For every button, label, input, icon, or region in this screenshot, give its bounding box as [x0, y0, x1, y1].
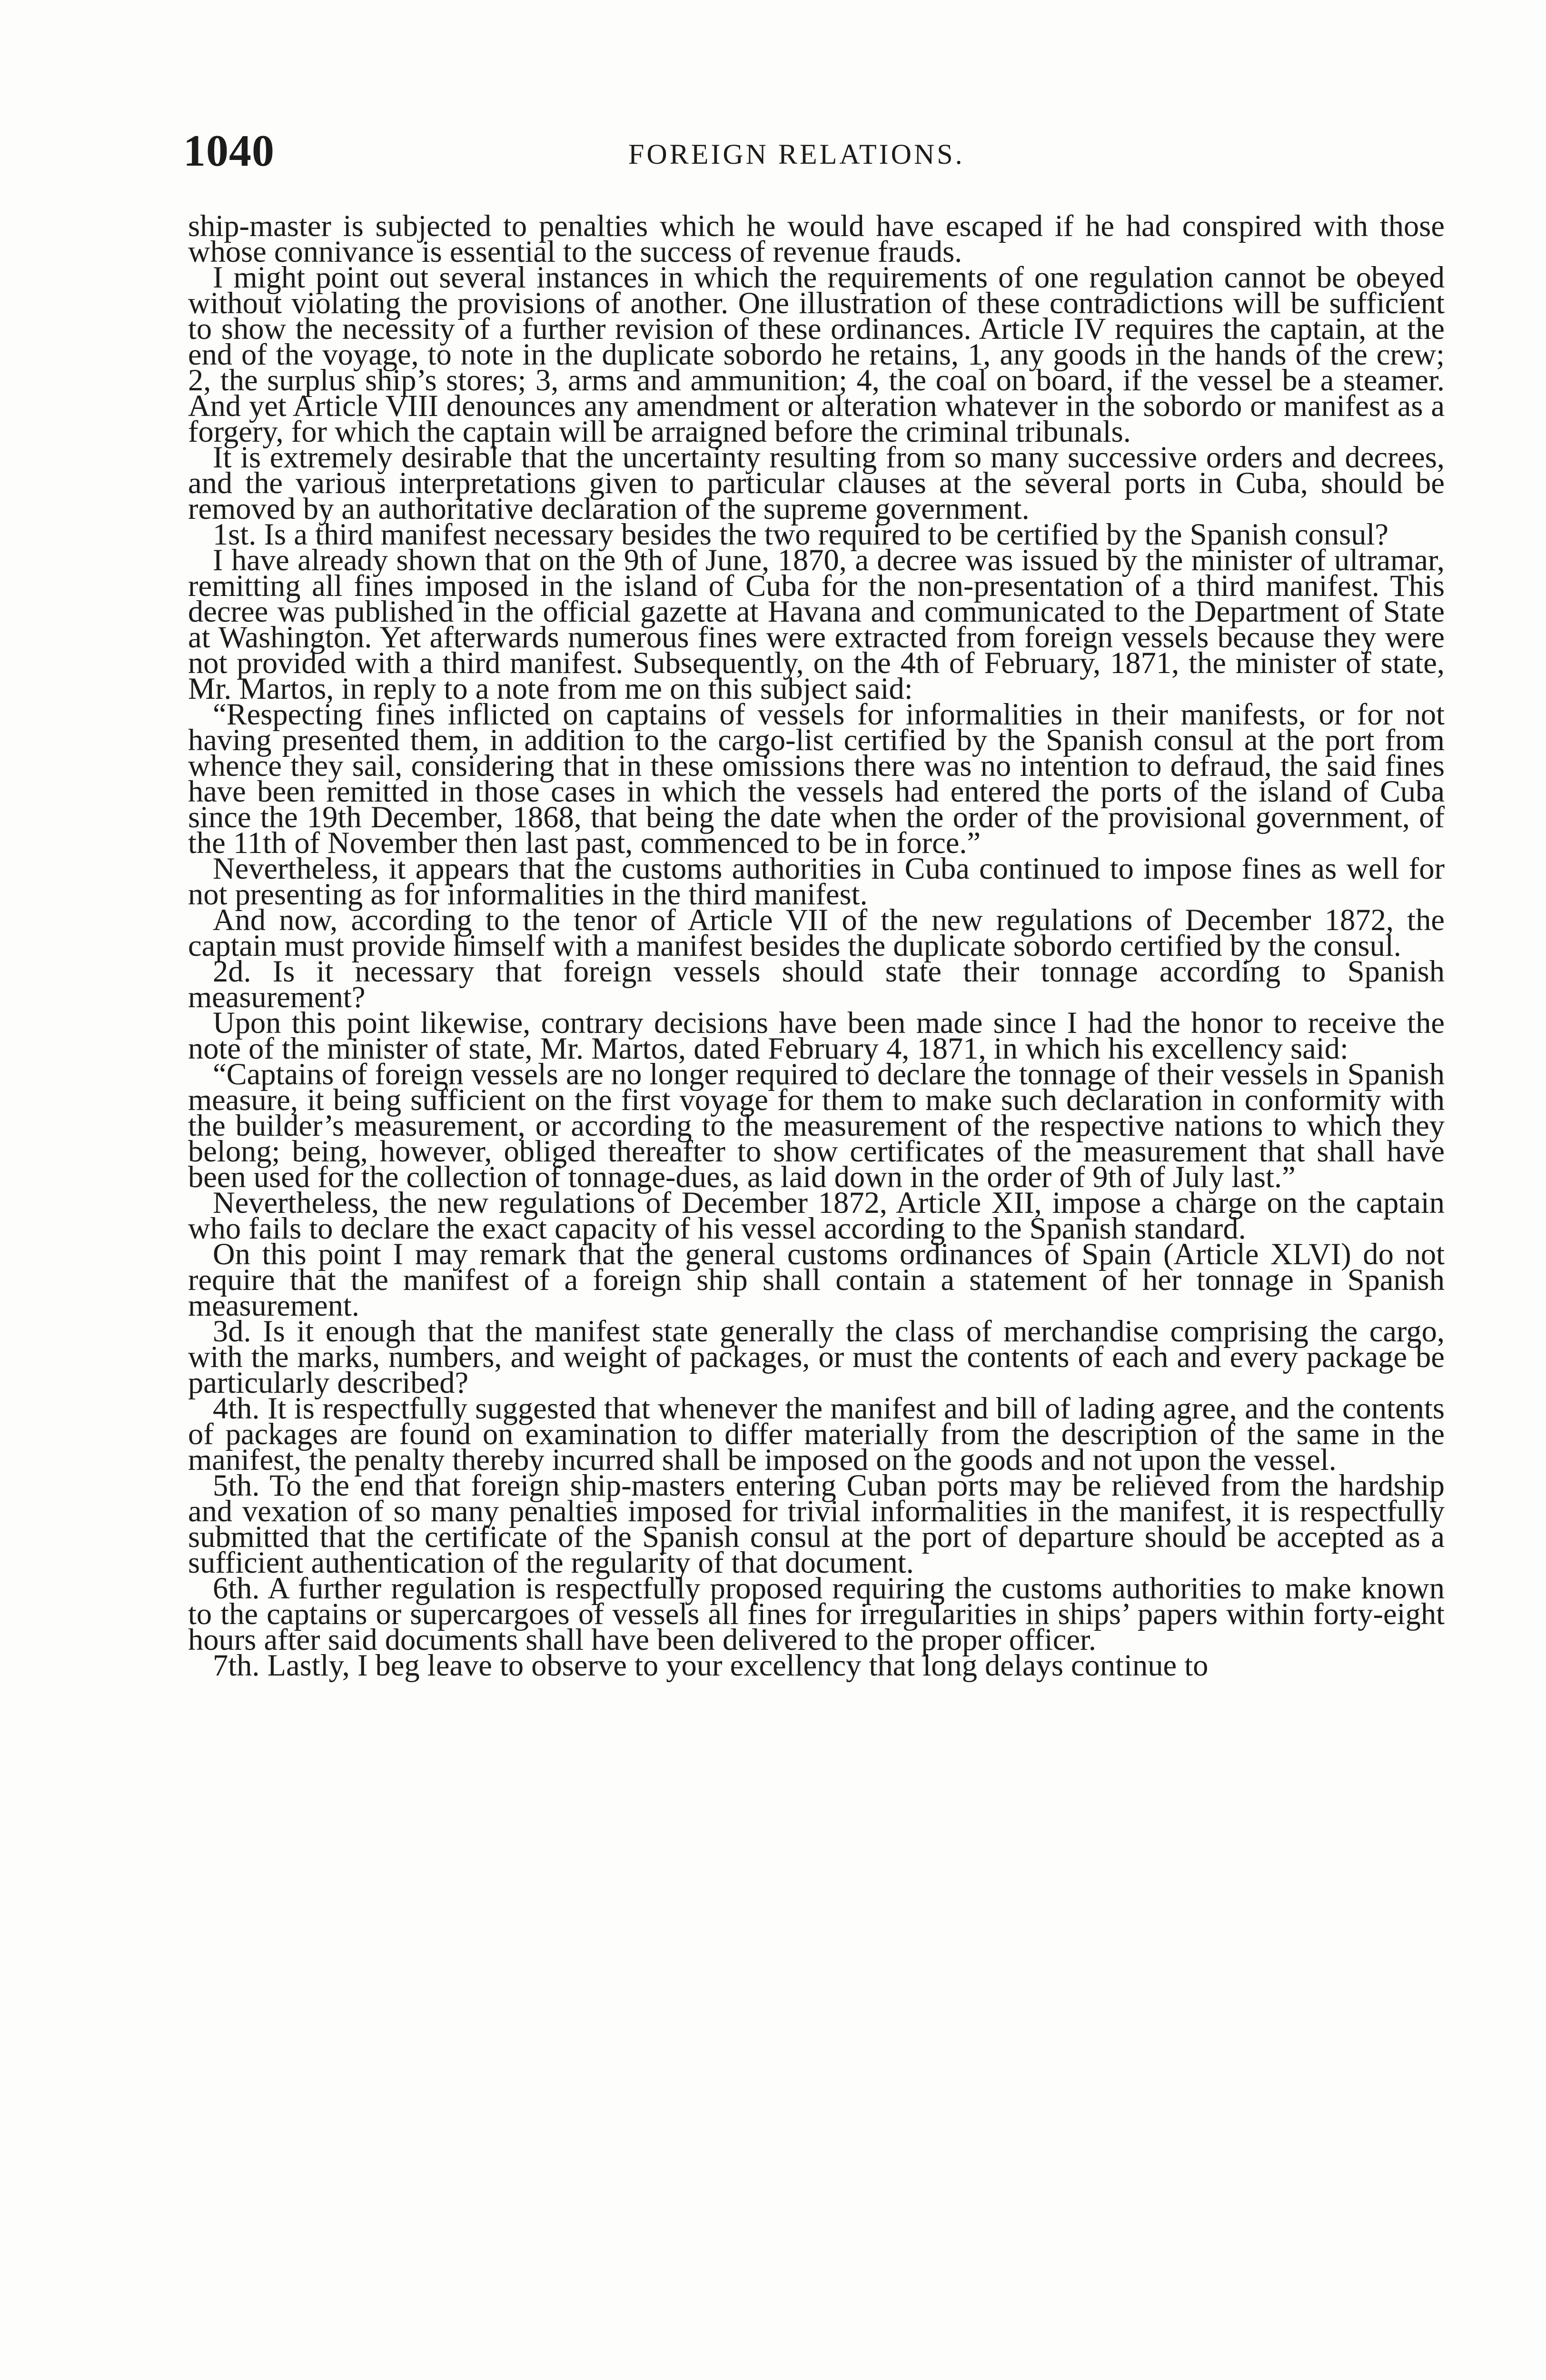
paragraph: 5th. To the end that foreign ship-masters entering Cuban ports may be relieved from the hardship and vexation of so many penalties imposed for trivial informalities in the manifest, it is respectfully submitted that the certificate of the Spanish consul at the port of departure should be accepted as a sufficient authentication of the regularity of that document.	[188, 1468, 1445, 1579]
page-number: 1040	[183, 126, 275, 176]
quotation: “Respecting fines inflicted on captains of vessels for informalities in their manifests, or for not having presented them, in addition to the cargo-list certified by the Spanish consul at the port from whence they sail, considering that in these omissions there was no intention to defraud, the said fines have been remitted in those cases in which the vessels had entered the ports of the island of Cuba since the 19th December, 1868, that being the date when the order of the provisional government, of the 11th of November then last past, commenced to be in force.”	[188, 697, 1445, 860]
paragraph: 1st. Is a third manifest necessary besides the two required to be certified by the Spanish consul?	[213, 517, 1389, 551]
paragraph: And now, according to the tenor of Article VII of the new regulations of December 1872, the captain must provide himself with a manifest besides the duplicate sobordo certified by the consul.	[188, 903, 1445, 962]
paragraph: I might point out several instances in which the requirements of one regulation cannot be obeyed without violating the provisions of another. One illustration of these contradictions will be sufficient to show the necessity of a further revision of these ordinances. Article IV requires the captain, at the end of the voyage, to note in the duplicate sobordo he retains, 1, any goods in the hands of the crew; 2, the surplus ship’s stores; 3, arms and ammunition; 4, the coal on board, if the vessel be a steamer. And yet Article VIII denounces any amendment or alteration whatever in the sobordo or manifest as a forgery, for which the captain will be arraigned before the criminal tribunals.	[188, 260, 1445, 448]
paragraph: Upon this point likewise, contrary decisions have been made since I had the honor to receive the note of the minister of state, Mr. Martos, dated February 4, 1871, in which his excellency said:	[188, 1006, 1445, 1065]
paragraph: 7th. Lastly, I beg leave to observe to your excellency that long delays continue to	[213, 1648, 1209, 1682]
paragraph: 2d. Is it necessary that foreign vessels should state their tonnage according to Spanish measurement?	[188, 954, 1445, 1014]
paragraph: Nevertheless, the new regulations of December 1872, Article XII, impose a charge on the captain who fails to declare the exact capacity of his vessel according to the Spanish standard.	[188, 1186, 1445, 1245]
paragraph: Nevertheless, it appears that the customs authorities in Cuba continued to impose fines as well for not presenting as for informalities in the third manifest.	[188, 852, 1445, 911]
running-head: FOREIGN RELATIONS.	[628, 139, 965, 170]
paragraph: 4th. It is respectfully suggested that whenever the manifest and bill of lading agree, and the contents of packages are found on examination to differ materially from the description of the same in the manifest, the penalty thereby incurred shall be imposed on the goods and not upon the vessel.	[188, 1391, 1445, 1477]
paragraph: It is extremely desirable that the uncertainty resulting from so many successive orders and decrees, and the various interpretations given to particular clauses at the several ports in Cuba, should be removed by an authoritative declaration of the supreme government.	[188, 440, 1445, 526]
quotation: “Captains of foreign vessels are no longer required to declare the tonnage of their vessels in Spanish measure, it being sufficient on the first voyage for them to make such declaration in conformity with the builder’s measurement, or according to the measurement of the respective nations to which they belong; being, however, obliged thereafter to show certificates of the measurement that shall have been used for the collection of tonnage-dues, as laid down in the order of 9th of July last.”	[188, 1057, 1445, 1194]
paragraph: ship-master is subjected to penalties which he would have escaped if he had conspired with those whose connivance is essential to the success of revenue frauds.	[188, 209, 1445, 268]
page-header	[183, 125, 1449, 182]
paragraph: I have already shown that on the 9th of June, 1870, a decree was issued by the minister of ultramar, remitting all fines imposed in the island of Cuba for the non-presentation of a third manifest. This decree was published in the official gazette at Havana and communicated to the Department of State at Washington. Yet afterwards numerous fines were extracted from foreign vessels because they were not provided with a third manifest. Subsequently, on the 4th of February, 1871, the minister of state, Mr. Martos, in reply to a note from me on this subject said:	[188, 543, 1445, 705]
paragraph: 3d. Is it enough that the manifest state generally the class of merchandise comprising the cargo, with the marks, numbers, and weight of packages, or must the contents of each and every package be particularly described?	[188, 1314, 1445, 1399]
paragraph: On this point I may remark that the general customs ordinances of Spain (Article XLVI) do not require that the manifest of a foreign ship shall contain a statement of her tonnage in Spanish measurement.	[188, 1237, 1445, 1322]
body-text	[188, 209, 1445, 2331]
paragraph: 6th. A further regulation is respectfully proposed requiring the customs authorities to make known to the captains or supercargoes of vessels all fines for irregularities in ships’ papers within forty-eight hours after said documents shall have been delivered to the proper officer.	[188, 1571, 1445, 1656]
